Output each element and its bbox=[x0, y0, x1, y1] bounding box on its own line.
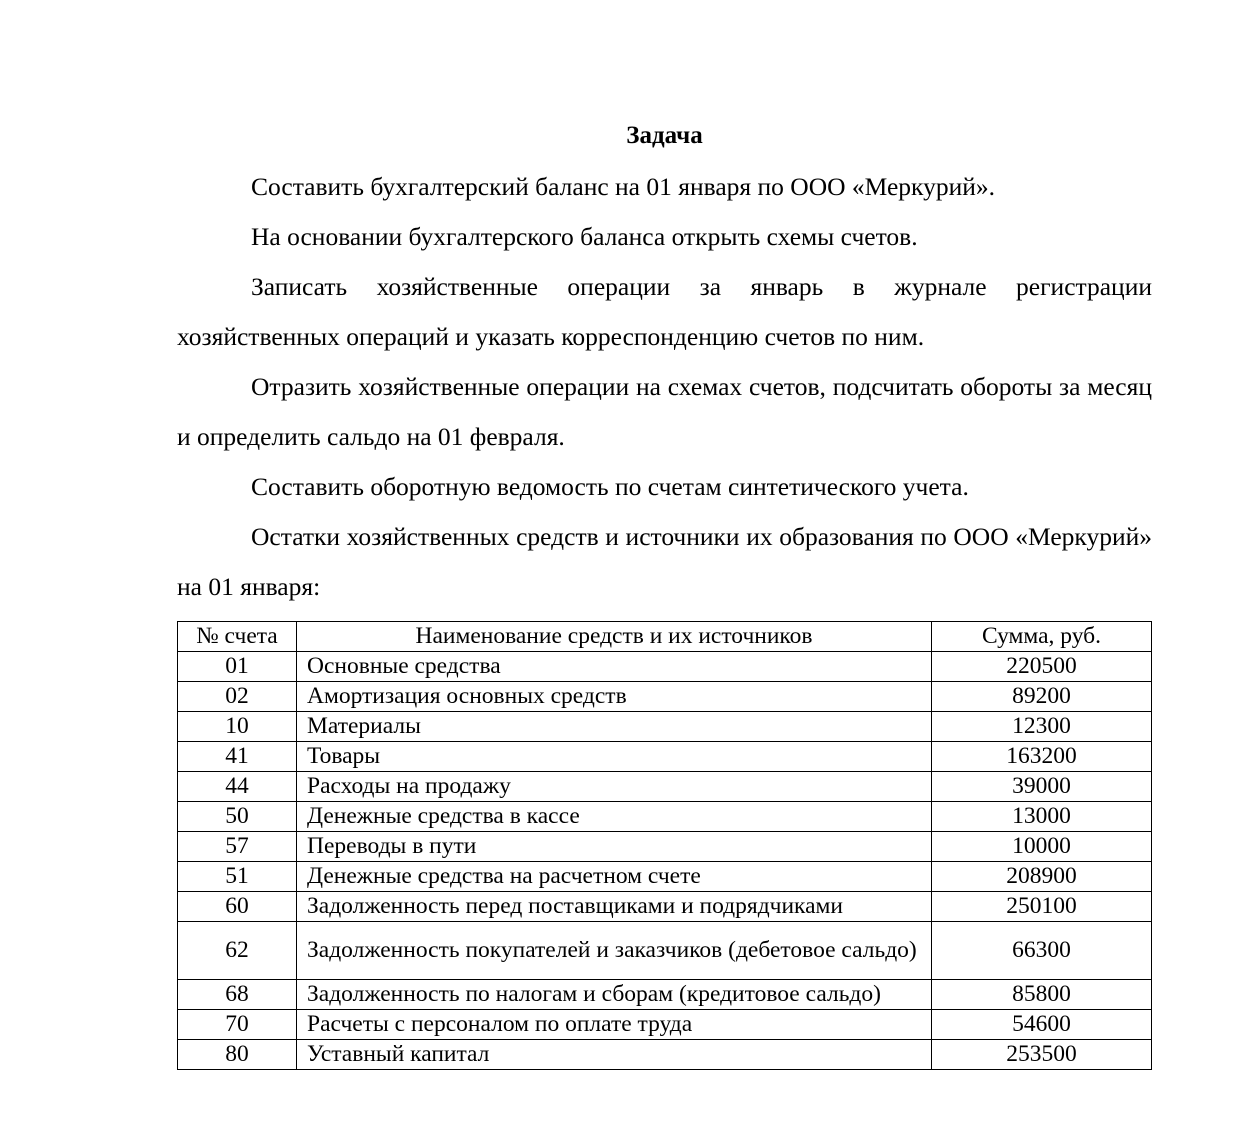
table-row bbox=[178, 742, 1152, 772]
amount: 10000 bbox=[932, 832, 1152, 862]
account-number: 02 bbox=[178, 682, 297, 712]
header-item-name: Наименование средств и их источников bbox=[297, 622, 932, 652]
table-row bbox=[178, 712, 1152, 742]
amount: 39000 bbox=[932, 772, 1152, 802]
account-number: 68 bbox=[178, 980, 297, 1010]
amount: 220500 bbox=[932, 652, 1152, 682]
table-row bbox=[178, 922, 1152, 980]
amount: 253500 bbox=[932, 1040, 1152, 1070]
account-number: 50 bbox=[178, 802, 297, 832]
account-number: 70 bbox=[178, 1010, 297, 1040]
item-name: Расходы на продажу bbox=[297, 772, 932, 802]
table-row bbox=[178, 1010, 1152, 1040]
item-name: Переводы в пути bbox=[297, 832, 932, 862]
task-paragraph-3: Записать хозяйственные операции за январь в журнале регистрации хозяйственных операций и указать корреспонденцию счетов по ним. bbox=[177, 272, 1152, 351]
amount: 89200 bbox=[932, 682, 1152, 712]
table-row bbox=[178, 802, 1152, 832]
amount: 12300 bbox=[932, 712, 1152, 742]
table-row bbox=[178, 862, 1152, 892]
table-row bbox=[178, 980, 1152, 1010]
account-number: 01 bbox=[178, 652, 297, 682]
header-account-number: № счета bbox=[178, 622, 297, 652]
amount: 54600 bbox=[932, 1010, 1152, 1040]
task-paragraph-5: Составить оборотную ведомость по счетам синтетического учета. bbox=[251, 472, 969, 501]
item-name: Задолженность перед поставщиками и подрядчиками bbox=[297, 892, 932, 922]
account-number: 80 bbox=[178, 1040, 297, 1070]
account-number: 60 bbox=[178, 892, 297, 922]
document-title: Задача bbox=[626, 122, 703, 149]
table-row bbox=[178, 892, 1152, 922]
task-paragraph-1: Составить бухгалтерский баланс на 01 января по ООО «Меркурий». bbox=[251, 172, 995, 201]
task-paragraph-2: На основании бухгалтерского баланса открыть схемы счетов. bbox=[251, 222, 918, 251]
amount: 250100 bbox=[932, 892, 1152, 922]
account-number: 57 bbox=[178, 832, 297, 862]
task-paragraph-4: Отразить хозяйственные операции на схемах счетов, подсчитать обороты за месяц и определить сальдо на 01 февраля. bbox=[177, 372, 1152, 451]
item-name: Материалы bbox=[297, 712, 932, 742]
amount: 13000 bbox=[932, 802, 1152, 832]
item-name: Денежные средства в кассе bbox=[297, 802, 932, 832]
account-number: 44 bbox=[178, 772, 297, 802]
table-row bbox=[178, 652, 1152, 682]
amount: 163200 bbox=[932, 742, 1152, 772]
table-row bbox=[178, 832, 1152, 862]
balance-table bbox=[177, 621, 1152, 1070]
item-name: Товары bbox=[297, 742, 932, 772]
item-name: Задолженность по налогам и сборам (кредитовое сальдо) bbox=[297, 980, 932, 1010]
task-paragraph-6: Остатки хозяйственных средств и источники их образования по ООО «Меркурий» на 01 января: bbox=[177, 522, 1152, 601]
item-name: Основные средства bbox=[297, 652, 932, 682]
header-amount: Сумма, руб. bbox=[932, 622, 1152, 652]
account-number: 51 bbox=[178, 862, 297, 892]
account-number: 10 bbox=[178, 712, 297, 742]
amount: 66300 bbox=[932, 922, 1152, 980]
table-row bbox=[178, 1040, 1152, 1070]
table-row bbox=[178, 772, 1152, 802]
table-row bbox=[178, 682, 1152, 712]
account-number: 62 bbox=[178, 922, 297, 980]
item-name: Расчеты с персоналом по оплате труда bbox=[297, 1010, 932, 1040]
item-name: Амортизация основных средств bbox=[297, 682, 932, 712]
item-name: Задолженность покупателей и заказчиков (дебетовое сальдо) bbox=[297, 922, 932, 980]
amount: 208900 bbox=[932, 862, 1152, 892]
amount: 85800 bbox=[932, 980, 1152, 1010]
table-header-row bbox=[178, 622, 1152, 652]
item-name: Уставный капитал bbox=[297, 1040, 932, 1070]
item-name: Денежные средства на расчетном счете bbox=[297, 862, 932, 892]
account-number: 41 bbox=[178, 742, 297, 772]
